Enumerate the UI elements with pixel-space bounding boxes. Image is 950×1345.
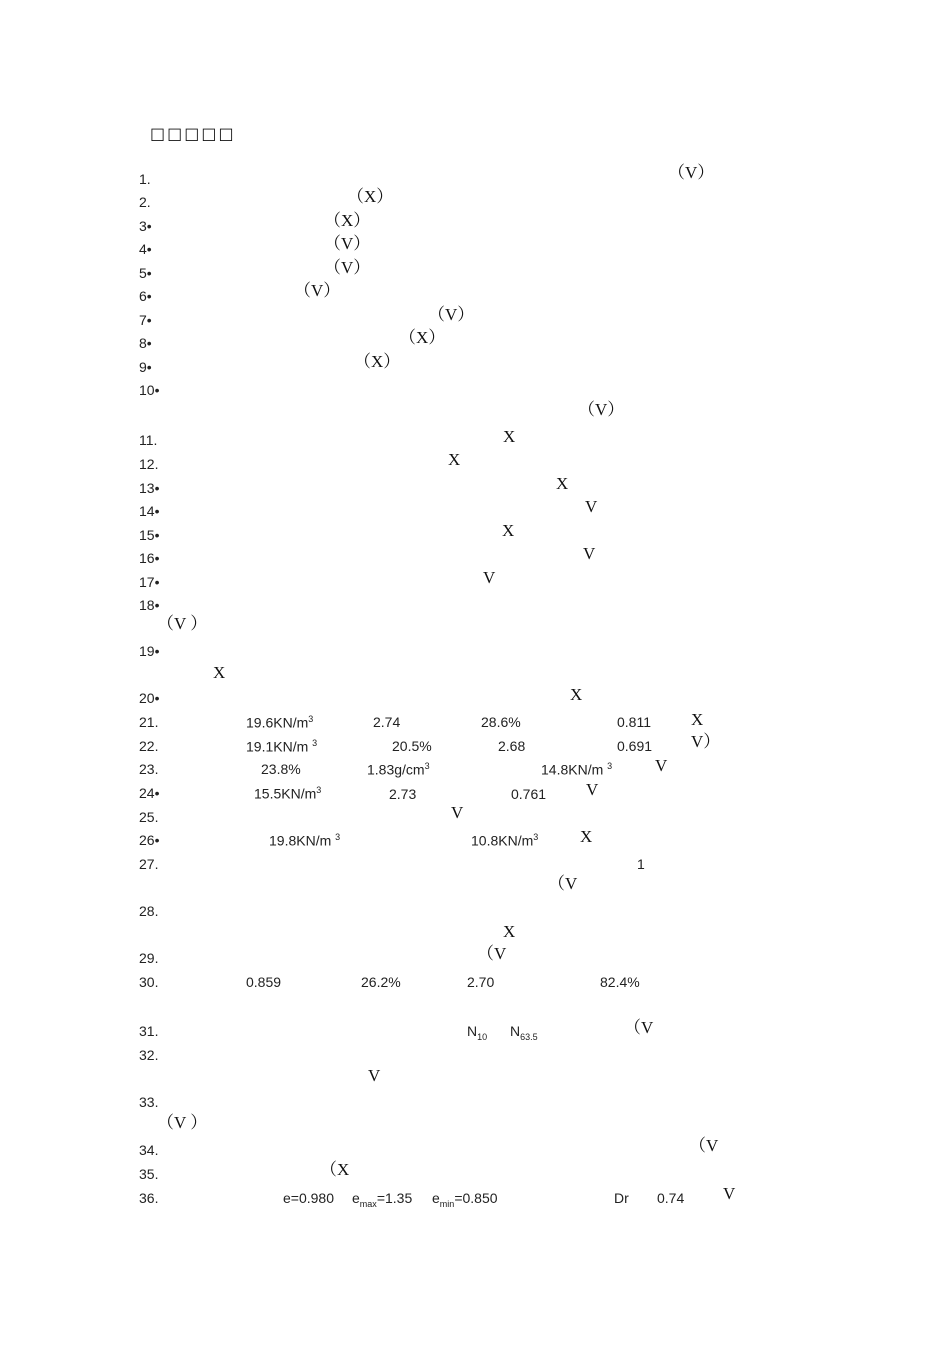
answer-mark: （X） [399,328,446,347]
emax-value [352,1191,412,1209]
item-number: 25. [139,809,159,825]
answer-mark: （V [689,1136,719,1155]
answer-mark: X [691,710,704,729]
answer-mark: （X） [324,211,371,230]
value-text: 19.8KN/m [269,832,332,849]
answer-mark: （V） [324,234,371,253]
item-number: 28. [139,903,159,919]
item-number: 27. [139,856,159,872]
value-text: e [352,1190,360,1206]
item-number: 5• [139,265,152,281]
item-number: 7• [139,312,152,328]
value-text: 19.1KN/m [246,738,309,755]
water-content-value: 20.5% [392,738,432,754]
item-number: 11. [139,432,158,448]
answer-mark: V [483,568,496,587]
value-text: 14.8KN/m [541,761,604,778]
item-number: 31. [139,1023,159,1039]
buoyant-unit-weight-value [471,833,538,848]
item-number: 21. [139,714,159,730]
density-value [367,762,430,777]
item-number: 23. [139,761,159,777]
water-content-value: 26.2% [361,974,401,990]
item-number: 17• [139,574,160,590]
item-number: 13• [139,480,160,496]
superscript: 3 [335,832,341,842]
superscript: 3 [607,761,613,771]
answer-mark: V [585,497,598,516]
specific-gravity-value: 2.73 [389,786,417,802]
item-number: 18• [139,597,160,613]
item-number: 8• [139,335,152,351]
value-text: =0.850 [454,1190,498,1206]
answer-mark: （V） [324,258,371,277]
dr-value: 0.74 [657,1190,685,1206]
subscript: min [439,1198,455,1209]
answer-mark: V） [691,732,721,751]
answer-mark: V [451,803,464,822]
specific-gravity-value: 2.74 [373,714,401,730]
void-ratio-value: 0.811 [617,714,651,730]
unit-weight-value [541,762,612,777]
value-text: 15.5KN/m [254,785,317,802]
emin-value [432,1191,498,1209]
answer-mark: （V） [668,163,715,182]
item-number: 33. [139,1094,159,1110]
answer-mark: X [580,827,593,846]
answer-mark: X [570,685,583,704]
answer-mark: X [556,474,569,493]
item-number: 2. [139,194,151,210]
answer-mark: （V ） [157,614,208,633]
answer-mark: （V [477,944,507,963]
answer-mark: （V） [294,281,341,300]
subscript: 10 [477,1031,488,1042]
item-number: 36. [139,1190,159,1206]
item-number: 26• [139,832,160,848]
specific-gravity-value: 2.70 [467,974,495,990]
section-title: □□□□□ [150,124,236,143]
saturation-value: 82.4% [600,974,640,990]
answer-mark: （X） [347,187,394,206]
item-number: 15• [139,527,160,543]
answer-mark: V [586,780,599,799]
item-number: 6• [139,288,152,304]
answer-mark: （V ） [157,1113,208,1132]
unit-weight-value [254,786,321,801]
dr-label: Dr [614,1190,629,1206]
item-number: 3• [139,218,152,234]
value-text: N [467,1023,478,1039]
answer-mark: V [723,1184,736,1203]
n635-label [510,1024,538,1042]
item-number: 10• [139,382,160,398]
specific-gravity-value: 2.68 [498,738,526,754]
item-number: 16• [139,550,160,566]
n10-label [467,1024,487,1042]
item-number: 29. [139,950,159,966]
item-number: 34. [139,1142,159,1158]
unit-weight-value [246,739,317,754]
item-number: 22. [139,738,159,754]
answer-mark: （V） [428,305,475,324]
water-content-value: 23.8% [261,761,301,777]
void-ratio-value: 0.761 [511,786,547,802]
answer-mark: （V） [578,400,625,419]
answer-mark: V [655,756,668,775]
value-text: =1.35 [376,1190,413,1206]
subscript: max [359,1198,377,1209]
answer-mark: X [502,521,515,540]
value-text: 10.8KN/m [471,832,534,849]
superscript: 3 [533,832,539,842]
void-ratio-value: 0.691 [617,738,653,754]
unit-weight-value [246,715,313,730]
item-number: 12. [139,456,159,472]
superscript: 3 [308,714,314,724]
value-text: 1.83g/cm [367,761,425,778]
item-number: 14• [139,503,160,519]
item-number: 30. [139,974,159,990]
item-number: 4• [139,241,152,257]
value-text: e [432,1190,440,1206]
answer-mark: （X） [354,352,401,371]
answer-mark: （X [320,1160,350,1179]
value-text: 1 [637,856,645,872]
item-number: 20• [139,690,160,706]
value-text: 19.6KN/m [246,714,309,731]
item-number: 32. [139,1047,159,1063]
answer-mark: （V [624,1018,654,1037]
answer-mark: X [213,663,226,682]
answer-mark: X [503,922,516,941]
answer-mark: V [583,544,596,563]
superscript: 3 [424,761,430,771]
sat-unit-weight-value [269,833,340,848]
superscript: 3 [312,738,318,748]
void-ratio-value: 0.859 [246,974,282,990]
superscript: 3 [316,785,322,795]
answer-mark: （V [548,874,578,893]
value-text: N [510,1023,521,1039]
answer-mark: X [503,427,516,446]
item-number: 9• [139,359,152,375]
item-number: 24• [139,785,160,801]
answer-mark: V [368,1066,381,1085]
item-number: 1. [139,171,151,187]
water-content-value: 28.6% [481,714,521,730]
item-number: 35. [139,1166,159,1182]
subscript: 63.5 [520,1031,538,1042]
void-ratio-value: e=0.980 [283,1190,334,1206]
item-number: 19• [139,643,160,659]
answer-mark: X [448,450,461,469]
